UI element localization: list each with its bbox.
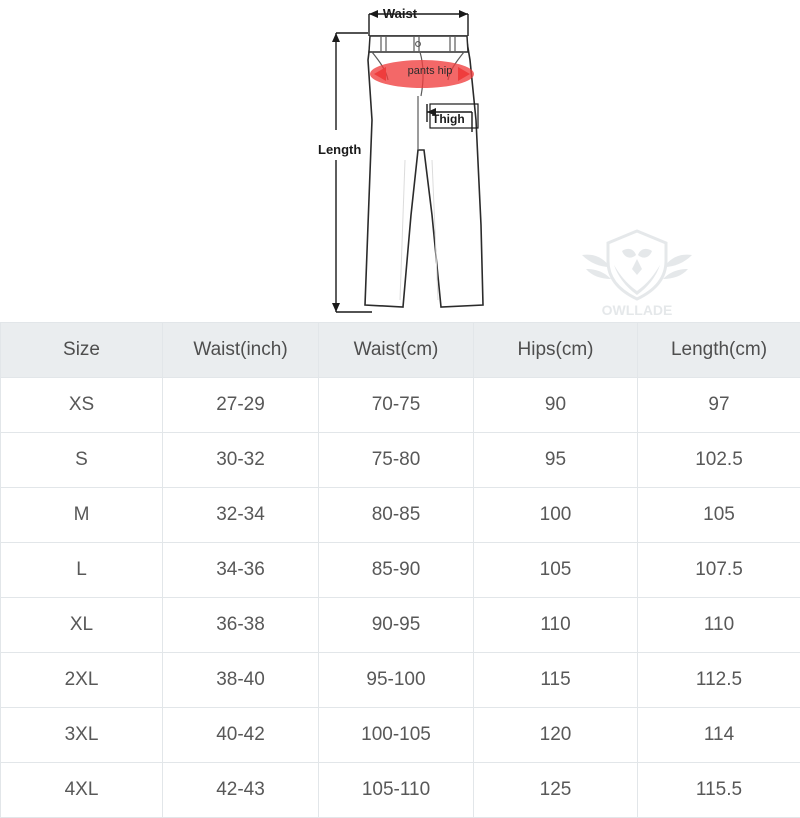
cell-waist-inch: 38-40: [163, 653, 319, 708]
cell-size: L: [1, 543, 163, 598]
cell-size: 2XL: [1, 653, 163, 708]
table-row: [1, 598, 800, 653]
cell-length-cm: 115.5: [638, 763, 800, 818]
length-arrow-top: [332, 33, 340, 42]
cell-length-cm: 107.5: [638, 543, 800, 598]
cell-hips-cm: 105: [474, 543, 638, 598]
thigh-label: Thigh: [432, 112, 465, 126]
cell-length-cm: 114: [638, 708, 800, 763]
cell-size: XL: [1, 598, 163, 653]
pants-hip-label: pants hip: [408, 65, 453, 77]
cell-hips-cm: 125: [474, 763, 638, 818]
cell-size: S: [1, 433, 163, 488]
cell-hips-cm: 100: [474, 488, 638, 543]
table-row: [1, 433, 800, 488]
cell-waist-cm: 70-75: [319, 378, 474, 433]
pants-measurement-diagram: [0, 0, 800, 322]
cell-hips-cm: 95: [474, 433, 638, 488]
table-row: [1, 708, 800, 763]
table-row: [1, 378, 800, 433]
cell-waist-inch: 40-42: [163, 708, 319, 763]
table-row: [1, 763, 800, 818]
cell-waist-cm: 95-100: [319, 653, 474, 708]
length-label: Length: [318, 142, 361, 157]
cell-waist-cm: 75-80: [319, 433, 474, 488]
waist-arrow-right: [459, 10, 468, 18]
table-row: [1, 653, 800, 708]
table-row: [1, 543, 800, 598]
cell-waist-inch: 36-38: [163, 598, 319, 653]
watermark-text: OWLLADE: [602, 302, 673, 318]
cell-waist-inch: 42-43: [163, 763, 319, 818]
table-header-row: [1, 323, 800, 378]
column-header-waist-inch: Waist(inch): [163, 323, 319, 378]
cell-size: M: [1, 488, 163, 543]
table-row: [1, 488, 800, 543]
cell-hips-cm: 115: [474, 653, 638, 708]
cell-waist-cm: 80-85: [319, 488, 474, 543]
size-table: [0, 322, 800, 818]
cell-length-cm: 97: [638, 378, 800, 433]
cell-length-cm: 112.5: [638, 653, 800, 708]
cell-waist-cm: 90-95: [319, 598, 474, 653]
cell-waist-inch: 32-34: [163, 488, 319, 543]
cell-length-cm: 110: [638, 598, 800, 653]
cell-length-cm: 105: [638, 488, 800, 543]
cell-waist-inch: 30-32: [163, 433, 319, 488]
waist-arrow-left: [369, 10, 378, 18]
cell-waist-inch: 34-36: [163, 543, 319, 598]
size-table-body: [1, 378, 800, 818]
cell-size: 3XL: [1, 708, 163, 763]
cell-waist-inch: 27-29: [163, 378, 319, 433]
column-header-length-cm: Length(cm): [638, 323, 800, 378]
column-header-hips-cm: Hips(cm): [474, 323, 638, 378]
cell-waist-cm: 85-90: [319, 543, 474, 598]
length-arrow-bottom: [332, 303, 340, 312]
column-header-size: Size: [1, 323, 163, 378]
cell-hips-cm: 110: [474, 598, 638, 653]
waist-label: Waist: [383, 6, 417, 21]
cell-hips-cm: 90: [474, 378, 638, 433]
column-header-waist-cm: Waist(cm): [319, 323, 474, 378]
cell-waist-cm: 105-110: [319, 763, 474, 818]
cell-hips-cm: 120: [474, 708, 638, 763]
cell-length-cm: 102.5: [638, 433, 800, 488]
cell-size: 4XL: [1, 763, 163, 818]
cell-waist-cm: 100-105: [319, 708, 474, 763]
size-table-header: [1, 323, 800, 378]
cell-size: XS: [1, 378, 163, 433]
pants-illustration: [0, 0, 800, 322]
